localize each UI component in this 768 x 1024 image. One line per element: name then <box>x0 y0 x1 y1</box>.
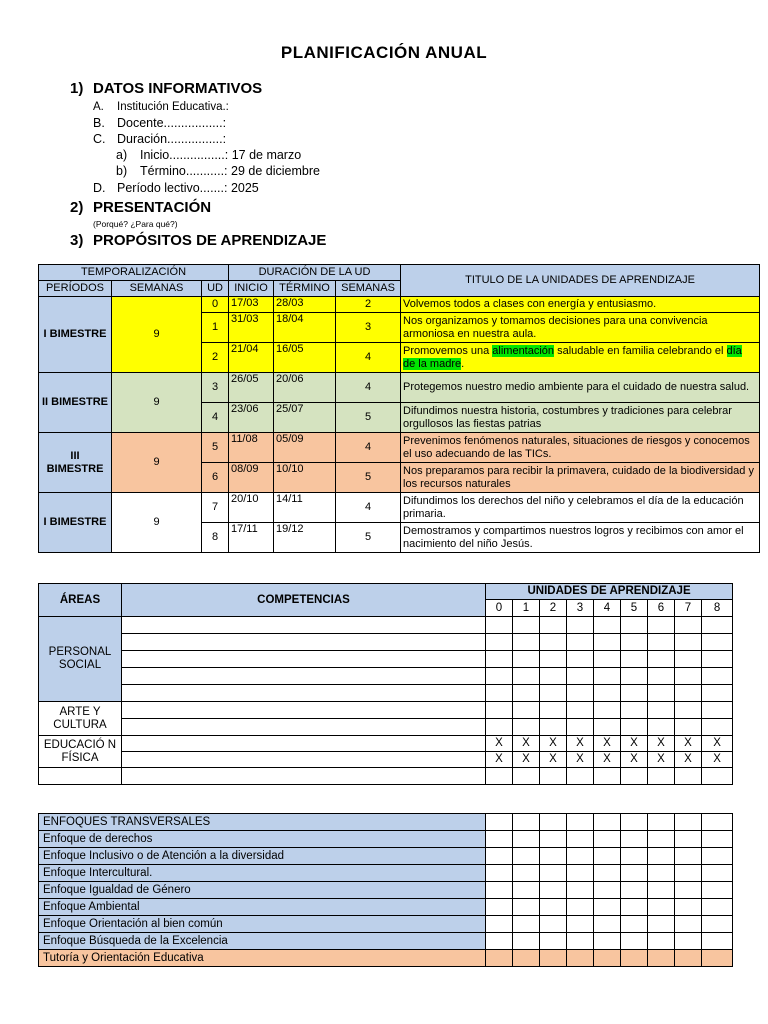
ud-semanas: 5 <box>336 523 401 553</box>
ud-semanas: 4 <box>336 373 401 403</box>
ud-semanas: 2 <box>336 297 401 313</box>
unit-mark: X <box>486 752 513 768</box>
unit-mark: X <box>594 752 621 768</box>
ud-inicio: 31/03 <box>229 313 274 343</box>
unit-mark: X <box>567 752 594 768</box>
period-label: III BIMESTRE <box>39 433 112 493</box>
ud-inicio: 21/04 <box>229 343 274 373</box>
ud-termino: 20/06 <box>274 373 336 403</box>
ud-inicio: 11/08 <box>229 433 274 463</box>
table-row <box>39 768 733 785</box>
highlight: alimentación <box>492 344 555 357</box>
competencia-cell <box>122 768 486 785</box>
enfoque-label: Enfoque de derechos <box>39 831 486 848</box>
enfoque-row <box>39 899 733 916</box>
unit-number: 1 <box>513 600 540 617</box>
units-table <box>38 264 760 553</box>
enfoque-label: Enfoque Búsqueda de la Excelencia <box>39 933 486 950</box>
header-titulo: TITULO DE LA UNIDADES DE APRENDIZAJE <box>401 265 760 297</box>
header-semanas-dur: SEMANAS <box>336 281 401 297</box>
unit-number: 0 <box>486 600 513 617</box>
period-weeks: 9 <box>112 373 202 433</box>
enfoque-label: Enfoque Inclusivo o de Atención a la diversidad <box>39 848 486 865</box>
ud-semanas: 5 <box>336 463 401 493</box>
section-number: 1) <box>70 80 84 97</box>
unit-mark: X <box>513 752 540 768</box>
ud-titulo: Nos preparamos para recibir la primavera, cuidado de la biodiversidad y los recursos naturales <box>401 463 760 493</box>
enfoque-row <box>39 882 733 899</box>
table-row <box>39 719 733 736</box>
ud-number: 4 <box>202 403 229 433</box>
unit-mark: X <box>594 736 621 752</box>
ud-titulo: Volvemos todos a clases con energía y entusiasmo. <box>401 297 760 313</box>
datos-institucion: A. Institución Educativa.: <box>93 101 229 113</box>
period-weeks: 9 <box>112 297 202 373</box>
table-row <box>39 752 733 768</box>
enfoque-label: Enfoque Intercultural. <box>39 865 486 882</box>
section-label: DATOS INFORMATIVOS <box>93 80 263 97</box>
competencia-cell <box>122 752 486 768</box>
header-semanas: SEMANAS <box>112 281 202 297</box>
header-competencias: COMPETENCIAS <box>122 584 486 617</box>
unit-mark: X <box>621 752 648 768</box>
datos-termino: b) Término...........: 29 de diciembre <box>116 164 320 178</box>
unit-mark: X <box>540 736 567 752</box>
enfoque-row <box>39 814 733 831</box>
ud-titulo: Protegemos nuestro medio ambiente para el cuidado de nuestra salud. <box>401 373 760 403</box>
unit-mark: X <box>513 736 540 752</box>
ud-termino: 16/05 <box>274 343 336 373</box>
enfoque-label: Tutoría y Orientación Educativa <box>39 950 486 967</box>
table-row <box>39 433 760 463</box>
ud-inicio: 20/10 <box>229 493 274 523</box>
unit-mark: X <box>621 736 648 752</box>
header-termino: TÉRMINO <box>274 281 336 297</box>
ud-titulo: Demostramos y compartimos nuestros logros y recibimos con amor el nacimiento del niño Jesús. <box>401 523 760 553</box>
areas-table <box>38 583 733 785</box>
ud-number: 0 <box>202 297 229 313</box>
competencia-cell <box>122 617 486 634</box>
enfoque-row <box>39 916 733 933</box>
enfoque-row <box>39 933 733 950</box>
unit-number: 3 <box>567 600 594 617</box>
competencia-cell <box>122 668 486 685</box>
period-weeks: 9 <box>112 433 202 493</box>
ud-number: 5 <box>202 433 229 463</box>
enfoque-row <box>39 950 733 967</box>
unit-mark: X <box>702 752 733 768</box>
ud-titulo: Promovemos una alimentación saludable en familia celebrando el día de la madre. <box>401 343 760 373</box>
enfoque-label: Enfoque Ambiental <box>39 899 486 916</box>
datos-docente: B. Docente.................: <box>93 116 227 130</box>
ud-termino: 14/11 <box>274 493 336 523</box>
ud-inicio: 08/09 <box>229 463 274 493</box>
table-row <box>39 617 733 634</box>
header-ud: UD <box>202 281 229 297</box>
header-areas: ÁREAS <box>39 584 122 617</box>
header-unidades: UNIDADES DE APRENDIZAJE <box>486 584 733 600</box>
unit-mark: X <box>648 752 675 768</box>
table-row <box>39 493 760 523</box>
unit-mark: X <box>675 736 702 752</box>
datos-periodo-lectivo: D. Período lectivo.......: 2025 <box>93 181 259 195</box>
unit-number: 7 <box>675 600 702 617</box>
header-duracion: DURACIÓN DE LA UD <box>229 265 401 281</box>
enfoque-row <box>39 848 733 865</box>
period-label: II BIMESTRE <box>39 373 112 433</box>
ud-titulo: Nos organizamos y tomamos decisiones para una convivencia armoniosa en nuestra aula. <box>401 313 760 343</box>
ud-semanas: 5 <box>336 403 401 433</box>
ud-number: 6 <box>202 463 229 493</box>
section-datos-informativos <box>70 80 262 97</box>
presentacion-note: (Porqué? ¿Para qué?) <box>93 219 178 229</box>
ud-titulo: Difundimos nuestra historia, costumbres y tradiciones para celebrar orgullosos las fiestas patrias <box>401 403 760 433</box>
ud-semanas: 3 <box>336 313 401 343</box>
competencia-cell <box>122 685 486 702</box>
ud-titulo: Prevenimos fenómenos naturales, situaciones de riesgos y conocemos el uso adecuando de las TICs. <box>401 433 760 463</box>
highlight: día de la madre <box>403 344 742 370</box>
period-label: I BIMESTRE <box>39 493 112 553</box>
datos-duracion: C. Duración................: <box>93 132 227 146</box>
ud-number: 1 <box>202 313 229 343</box>
period-label: I BIMESTRE <box>39 297 112 373</box>
enfoque-label: Enfoque Igualdad de Género <box>39 882 486 899</box>
table-row <box>39 685 733 702</box>
enfoque-label: Enfoque Orientación al bien común <box>39 916 486 933</box>
ud-termino: 10/10 <box>274 463 336 493</box>
ud-titulo: Difundimos los derechos del niño y celebramos el día de la educación primaria. <box>401 493 760 523</box>
ud-inicio: 17/11 <box>229 523 274 553</box>
unit-mark: X <box>540 752 567 768</box>
ud-number: 8 <box>202 523 229 553</box>
header-inicio: INICIO <box>229 281 274 297</box>
enfoque-label: ENFOQUES TRANSVERSALES <box>39 814 486 831</box>
section-propositos: 3) PROPÓSITOS DE APRENDIZAJE <box>70 232 327 249</box>
ud-termino: 19/12 <box>274 523 336 553</box>
ud-termino: 05/09 <box>274 433 336 463</box>
area-personal-social: PERSONAL SOCIAL <box>39 617 122 702</box>
datos-inicio: a) Inicio................: 17 de marzo <box>116 148 302 162</box>
ud-termino: 25/07 <box>274 403 336 433</box>
section-presentacion: 2) PRESENTACIÓN <box>70 199 212 216</box>
ud-semanas: 4 <box>336 433 401 463</box>
ud-inicio: 17/03 <box>229 297 274 313</box>
enfoque-row <box>39 865 733 882</box>
header-periodos: PERÍODOS <box>39 281 112 297</box>
ud-number: 2 <box>202 343 229 373</box>
table-row <box>39 297 760 313</box>
ud-semanas: 4 <box>336 493 401 523</box>
area-educacion-fisica: EDUCACIÓ N FÍSICA <box>39 736 122 768</box>
ud-number: 3 <box>202 373 229 403</box>
table-row <box>39 634 733 651</box>
table-row <box>39 736 733 752</box>
table-row <box>39 373 760 403</box>
table-row <box>39 702 733 719</box>
unit-number: 5 <box>621 600 648 617</box>
competencia-cell <box>122 719 486 736</box>
unit-number: 4 <box>594 600 621 617</box>
unit-mark: X <box>486 736 513 752</box>
ud-termino: 28/03 <box>274 297 336 313</box>
table-row <box>39 668 733 685</box>
unit-number: 2 <box>540 600 567 617</box>
enfoques-table <box>38 813 733 967</box>
header-temporalizacion: TEMPORALIZACIÓN <box>39 265 229 281</box>
page-title: PLANIFICACIÓN ANUAL <box>280 43 488 62</box>
ud-inicio: 26/05 <box>229 373 274 403</box>
unit-mark: X <box>567 736 594 752</box>
competencia-cell <box>122 702 486 719</box>
enfoque-row <box>39 831 733 848</box>
unit-mark: X <box>702 736 733 752</box>
unit-mark: X <box>648 736 675 752</box>
area-arte-cultura: ARTE Y CULTURA <box>39 702 122 736</box>
unit-number: 6 <box>648 600 675 617</box>
ud-number: 7 <box>202 493 229 523</box>
competencia-cell <box>122 651 486 668</box>
unit-mark: X <box>675 752 702 768</box>
unit-number: 8 <box>702 600 733 617</box>
competencia-cell <box>122 634 486 651</box>
table-row <box>39 651 733 668</box>
ud-termino: 18/04 <box>274 313 336 343</box>
ud-semanas: 4 <box>336 343 401 373</box>
competencia-cell <box>122 736 486 752</box>
period-weeks: 9 <box>112 493 202 553</box>
ud-inicio: 23/06 <box>229 403 274 433</box>
